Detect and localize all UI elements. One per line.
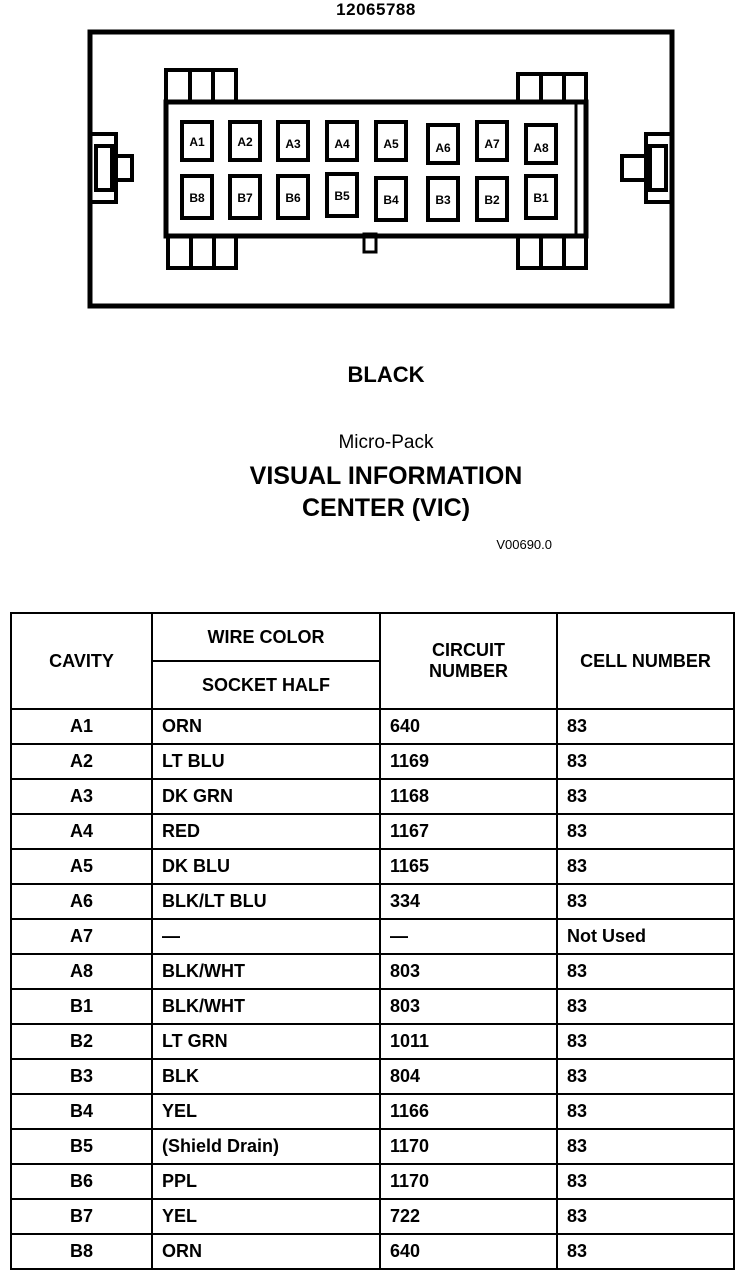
table-row — [11, 1129, 734, 1164]
header-wire-color: WIRE COLOR — [152, 613, 380, 661]
cell-circuit-number: 722 — [380, 1199, 557, 1234]
table-row — [11, 779, 734, 814]
cavity-label-b3: B3 — [435, 193, 451, 207]
connector-type: Micro-Pack — [338, 432, 434, 453]
cavity-label-a7: A7 — [484, 137, 500, 151]
cell-cell-number: 83 — [557, 1199, 734, 1234]
cell-wire-color: DK BLU — [152, 849, 380, 884]
cell-cell-number: 83 — [557, 954, 734, 989]
cell-wire-color: BLK/WHT — [152, 954, 380, 989]
pinout-table-body — [11, 709, 734, 1269]
cell-cell-number: 83 — [557, 709, 734, 744]
cell-cavity: A6 — [11, 884, 152, 919]
cavity-label-a2: A2 — [237, 135, 253, 149]
part-number: 12065788 — [336, 0, 416, 19]
cell-circuit-number: 334 — [380, 884, 557, 919]
connector-name — [0, 460, 752, 524]
cell-cell-number: 83 — [557, 1234, 734, 1269]
right-latch — [622, 134, 672, 202]
connector-name-line2: CENTER (VIC) — [301, 494, 471, 522]
table-row — [11, 814, 734, 849]
header-cell-number: CELL NUMBER — [557, 613, 734, 709]
cell-circuit-number: 1170 — [380, 1129, 557, 1164]
cell-circuit-number: 640 — [380, 1234, 557, 1269]
cell-wire-color: ORN — [152, 709, 380, 744]
pinout-table — [10, 612, 735, 1270]
table-row — [11, 744, 734, 779]
cell-cell-number: 83 — [557, 849, 734, 884]
table-row — [11, 884, 734, 919]
table-row — [11, 919, 734, 954]
cell-cell-number: 83 — [557, 779, 734, 814]
cell-circuit-number: 1170 — [380, 1164, 557, 1199]
cell-cavity: A3 — [11, 779, 152, 814]
cell-circuit-number: 640 — [380, 709, 557, 744]
cell-wire-color: BLK — [152, 1059, 380, 1094]
bottom-right-tabs — [518, 234, 586, 268]
left-latch — [90, 134, 132, 202]
cavity-label-b1: B1 — [533, 191, 549, 205]
cell-cavity: B4 — [11, 1094, 152, 1129]
cell-circuit-number: 804 — [380, 1059, 557, 1094]
cavity-label-b4: B4 — [383, 193, 399, 207]
cavity-label-b5: B5 — [334, 189, 350, 203]
cell-circuit-number: 1169 — [380, 744, 557, 779]
table-row — [11, 1234, 734, 1269]
cavity-label-a4: A4 — [334, 137, 350, 151]
cell-wire-color: DK GRN — [152, 779, 380, 814]
cell-circuit-number: 1166 — [380, 1094, 557, 1129]
table-row — [11, 1164, 734, 1199]
cavity-label-a1: A1 — [189, 135, 205, 149]
cell-cavity: A5 — [11, 849, 152, 884]
cell-wire-color: LT GRN — [152, 1024, 380, 1059]
cell-wire-color: ORN — [152, 1234, 380, 1269]
cell-wire-color: RED — [152, 814, 380, 849]
cavity-label-b6: B6 — [285, 191, 301, 205]
top-left-tabs — [166, 70, 236, 104]
cell-circuit-number: 1167 — [380, 814, 557, 849]
cavity-label-b2: B2 — [484, 193, 500, 207]
cell-cell-number: 83 — [557, 1129, 734, 1164]
table-row — [11, 989, 734, 1024]
cell-wire-color: (Shield Drain) — [152, 1129, 380, 1164]
cell-cavity: A4 — [11, 814, 152, 849]
cell-cell-number: Not Used — [557, 919, 734, 954]
cell-cell-number: 83 — [557, 814, 734, 849]
cell-cell-number: 83 — [557, 1164, 734, 1199]
cell-cell-number: 83 — [557, 1094, 734, 1129]
cell-wire-color: — — [152, 919, 380, 954]
cavity-label-a3: A3 — [285, 137, 301, 151]
cell-circuit-number: — — [380, 919, 557, 954]
table-row — [11, 1059, 734, 1094]
header-cavity: CAVITY — [11, 613, 152, 709]
cell-cell-number: 83 — [557, 1059, 734, 1094]
cell-circuit-number: 803 — [380, 954, 557, 989]
cavity-label-b7: B7 — [237, 191, 253, 205]
cavity-label-a8: A8 — [533, 141, 549, 155]
cell-circuit-number: 1168 — [380, 779, 557, 814]
cell-cavity: B2 — [11, 1024, 152, 1059]
cavity-label-b8: B8 — [189, 191, 205, 205]
cell-wire-color: PPL — [152, 1164, 380, 1199]
cell-cavity: B5 — [11, 1129, 152, 1164]
table-row — [11, 849, 734, 884]
cell-cavity: A7 — [11, 919, 152, 954]
table-row — [11, 954, 734, 989]
cell-cavity: B6 — [11, 1164, 152, 1199]
cell-cavity: A1 — [11, 709, 152, 744]
cell-cell-number: 83 — [557, 989, 734, 1024]
header-circuit-number: CIRCUIT NUMBER — [380, 613, 557, 709]
cell-cavity: A2 — [11, 744, 152, 779]
figure-id: V00690.0 — [496, 537, 552, 552]
cell-cavity: B1 — [11, 989, 152, 1024]
table-row — [11, 1199, 734, 1234]
cell-circuit-number: 1011 — [380, 1024, 557, 1059]
cell-circuit-number: 803 — [380, 989, 557, 1024]
cavity-label-a6: A6 — [435, 141, 451, 155]
cell-cell-number: 83 — [557, 744, 734, 779]
header-socket-half: SOCKET HALF — [152, 661, 380, 709]
bottom-left-tabs — [168, 234, 236, 268]
cell-wire-color: LT BLU — [152, 744, 380, 779]
cell-wire-color: YEL — [152, 1094, 380, 1129]
cell-cavity: A8 — [11, 954, 152, 989]
cell-wire-color: BLK/WHT — [152, 989, 380, 1024]
connector-color: BLACK — [347, 362, 425, 387]
table-row — [11, 709, 734, 744]
connector-diagram — [0, 22, 752, 322]
cavity-label-a5: A5 — [383, 137, 399, 151]
cell-cavity: B8 — [11, 1234, 152, 1269]
connector-name-line1: VISUAL INFORMATION — [249, 462, 523, 490]
cell-cavity: B3 — [11, 1059, 152, 1094]
cell-cavity: B7 — [11, 1199, 152, 1234]
cell-circuit-number: 1165 — [380, 849, 557, 884]
cell-cell-number: 83 — [557, 884, 734, 919]
table-row — [11, 1094, 734, 1129]
table-row — [11, 1024, 734, 1059]
cell-wire-color: BLK/LT BLU — [152, 884, 380, 919]
cell-cell-number: 83 — [557, 1024, 734, 1059]
cell-wire-color: YEL — [152, 1199, 380, 1234]
